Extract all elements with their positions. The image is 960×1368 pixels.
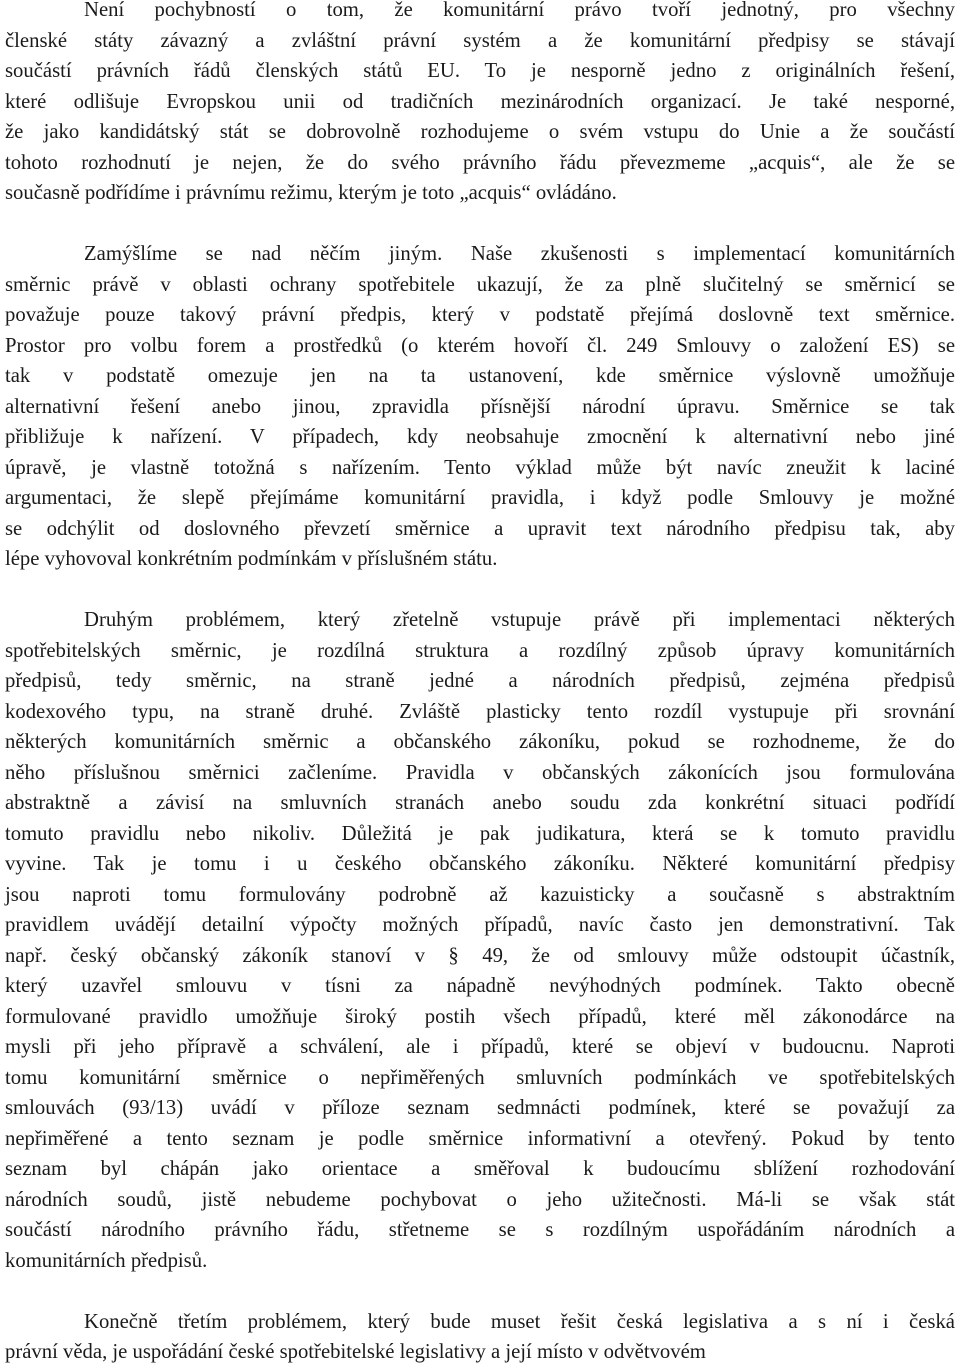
text-line: předpisů, tedy směrnic, na straně jedné a národních předpisů, zejména předpisů [5, 670, 955, 692]
text-line: seznam byl chápán jako orientace a směřoval k budoucímu sblížení rozhodování [5, 1158, 955, 1180]
text-line: Prostor pro volbu forem a prostředků (o kterém hovoří čl. 249 Smlouvy o založení ES) se [5, 334, 955, 357]
text-line: Konečně třetím problémem, který bude muset řešit česká legislativa a s ní i česká [84, 1310, 955, 1333]
text-line: tomu komunitární směrnice o nepřiměřených smluvních podmínkách ve spotřebitelských [5, 1066, 955, 1089]
text-line: součástí právních řádů členských států EU. To je nesporně jedno z originálních řešení, [5, 60, 955, 82]
text-line: tohoto rozhodnutí je nejen, že do svého právního řádu převezmeme „acquis“, ale že se [5, 151, 955, 174]
text-line: některých komunitárních směrnic a občanského zákoníku, pokud se rozhodneme, že do [5, 731, 955, 753]
text-line: tomuto pravidlu nebo nikoliv. Důležitá je pak judikatura, která se k tomuto pravidlu [5, 822, 955, 845]
text-line: např. český občanský zákoník stanoví v § 49, že od smlouvy může odstoupit účastník, [5, 944, 955, 967]
text-line: kodexového typu, na straně druhé. Zvláště plasticky tento rozdíl vystupuje při srovnání [5, 700, 955, 723]
text-line: současně podřídíme i právnímu režimu, kterým je toto „acquis“ ovládáno. [5, 182, 617, 204]
paragraph-gap [0, 209, 960, 240]
text-line: který uzavřel smlouvu v tísni za nápadně nevýhodných podmínek. Takto obecně [5, 975, 955, 997]
text-line: pravidlem uvádějí detailní výpočty možných případů, navíc často jen demonstrativní. Tak [5, 914, 955, 936]
text-line: považuje pouze takový právní předpis, který v podstatě přejímá doslovně text směrnice. [5, 304, 955, 326]
paragraph-gap [0, 575, 960, 606]
text-line: mysli při jeho přípravě a schválení, ale i případů, které se objeví v budoucnu. Naproti [5, 1036, 955, 1058]
text-line: Zamýšlíme se nad něčím jiným. Naše zkušenosti s implementací komunitárních [84, 243, 955, 265]
text-line: alternativní řešení anebo jinou, zpravidla přísnější národní úpravu. Směrnice se tak [5, 395, 955, 418]
text-line: vyvine. Tak je tomu i u českého občanského zákoníku. Některé komunitární předpisy [5, 853, 955, 875]
text-line: něho příslušnou směrnici začleníme. Pravidla v občanských zákonících jsou formulována [5, 761, 955, 784]
text-line: součástí národního právního řádu, střetneme se s rozdílným uspořádáním národních a [5, 1219, 955, 1241]
text-line: směrnic právě v oblasti ochrany spotřebitele ukazují, že za plně slučitelný se směrnicí se [5, 273, 955, 296]
text-line: smlouvách (93/13) uvádí v příloze seznam sedmnácti podmínek, které se považují za [5, 1097, 955, 1119]
text-line: že jako kandidátský stát se dobrovolně rozhodujeme o svém vstupu do Unie a že součástí [5, 121, 955, 143]
text-line: které odlišuje Evropskou unii od tradičních mezinárodních organizací. Je také nesporné, [5, 90, 955, 113]
text-line: argumentaci, že slepě přejímáme komunitární pravidla, i když podle Smlouvy je možné [5, 487, 955, 509]
text-line: národních soudů, jistě nebudeme pochybovat o jeho užitečnosti. Má-li se však stát [5, 1188, 955, 1211]
text-line: abstraktně a závisí na smluvních stranách anebo soudu zda konkrétní situaci podřídí [5, 792, 955, 814]
text-line: komunitárních předpisů. [5, 1249, 208, 1272]
text-line: jsou naproti tomu formulovány podrobně až kazuisticky a současně s abstraktním [5, 883, 955, 906]
paragraph [0, 239, 960, 575]
text-line: formulované pravidlo umožňuje široký postih všech případů, které měl zákonodárce na [5, 1005, 955, 1028]
text-line: se odchýlit od doslovného převzetí směrnice a upravit text národního předpisu tak, aby [5, 517, 955, 540]
text-line: členské státy závazný a zvláštní právní systém a že komunitární předpisy se stávají [5, 29, 955, 52]
paragraph [0, 0, 960, 209]
text-line: přibližuje k nařízení. V případech, kdy neobsahuje zmocnění k alternativní nebo jiné [5, 426, 955, 448]
text-line: právní věda, je uspořádání české spotřebitelské legislativy a její místo v odvětvovém [5, 1341, 706, 1363]
text-line: nepřiměřené a tento seznam je podle směrnice informativní a otevřený. Pokud by tento [5, 1127, 955, 1150]
text-line: lépe vyhovoval konkrétním podmínkám v příslušném státu. [5, 548, 498, 570]
text-line: spotřebitelských směrnic, je rozdílná struktura a rozdílný způsob úpravy komunitárních [5, 639, 955, 662]
text-line: úpravě, je vlastně totožná s nařízením. Tento výklad může být navíc zneužit k laciné [5, 456, 955, 479]
text-line: Druhým problémem, který zřetelně vstupuje právě při implementaci některých [84, 609, 955, 631]
text-line: tak v podstatě omezuje jen na ta ustanovení, kde směrnice výslovně umožňuje [5, 365, 955, 387]
text-line: Není pochybností o tom, že komunitární právo tvoří jednotný, pro všechny [84, 0, 955, 21]
paragraph-gap [0, 1276, 960, 1307]
paragraph [0, 1307, 960, 1368]
paragraph [0, 605, 960, 1276]
